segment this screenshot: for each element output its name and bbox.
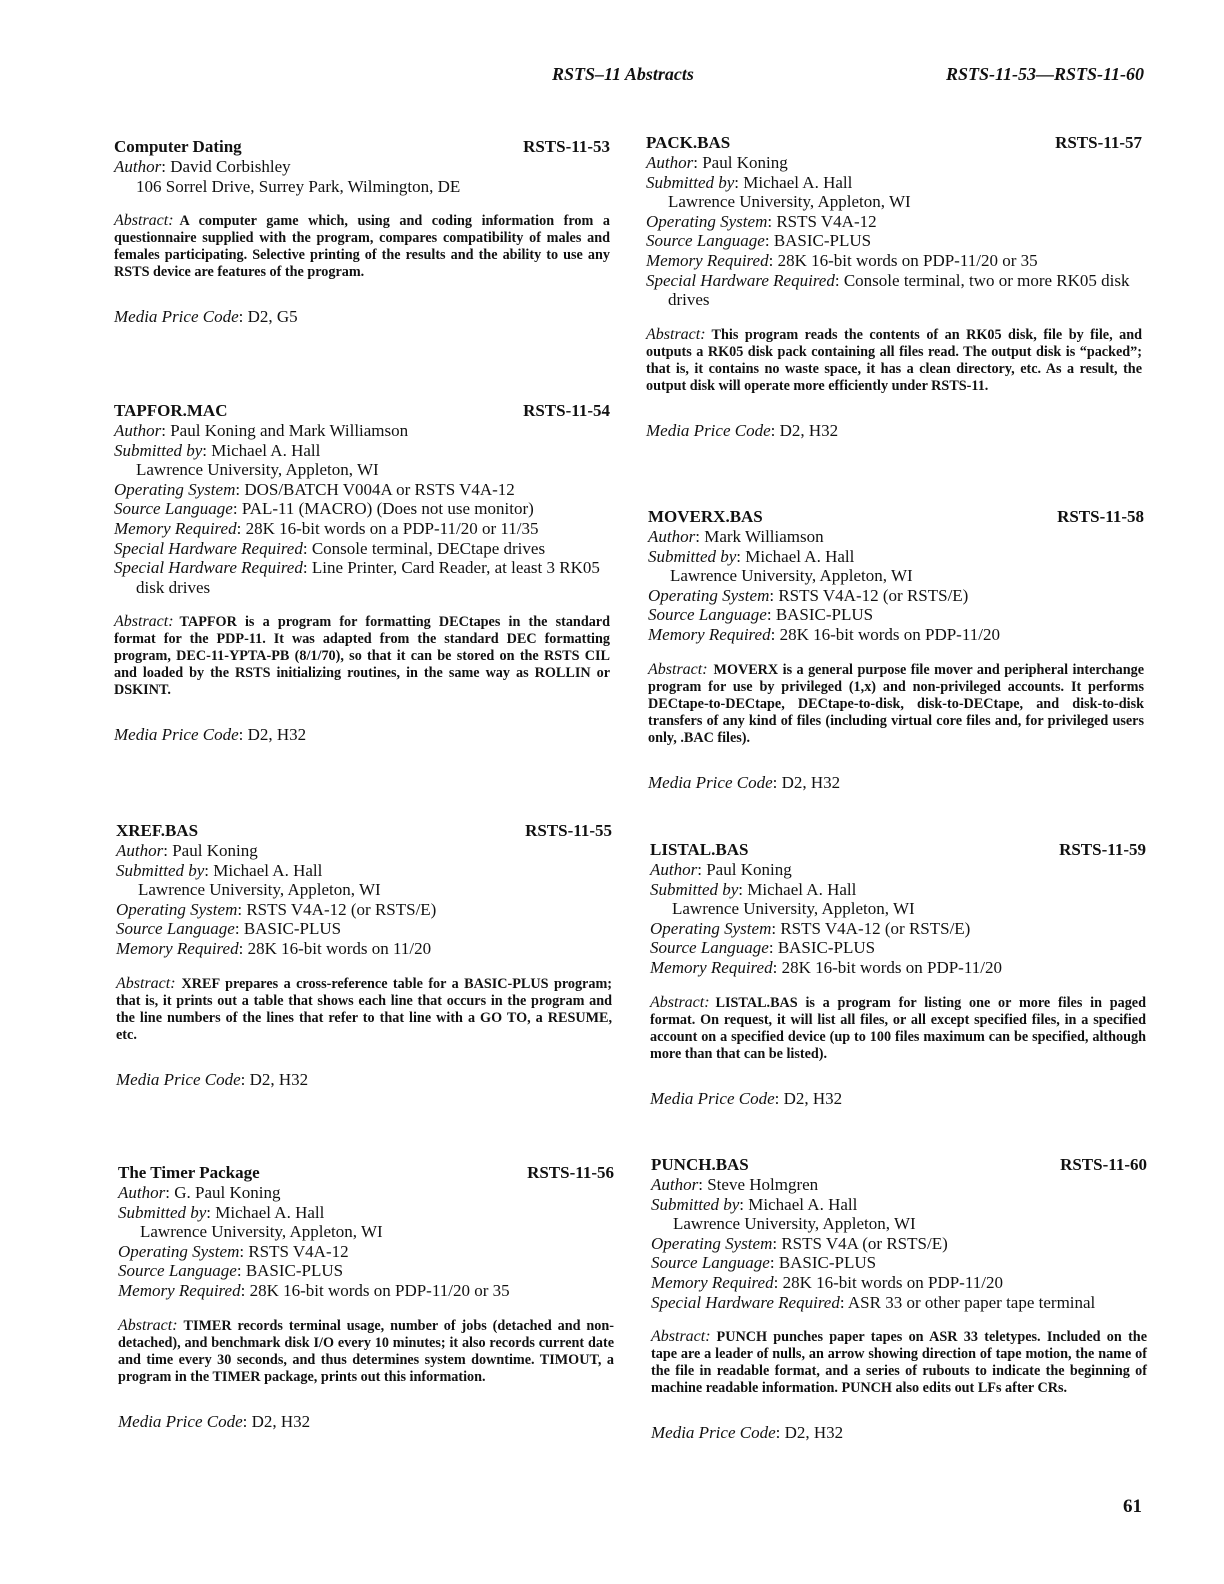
entry-code: RSTS-11-55	[525, 821, 612, 840]
abstract-entry-pack	[646, 133, 1142, 441]
abstract-entry-tapfor	[114, 401, 610, 745]
entry-memory-required: Memory Required: 28K 16-bit words on a PDP-11/20 or 11/35	[114, 518, 539, 538]
entry-abstract: Abstract: TIMER records terminal usage, number of jobs (detached and non-detached), and benchmark disk I/O every 10 minutes; it also records current date and time every 30 seconds, and thus determines system downtime. TIMOUT, a program in the TIMER package, prints out this information.	[118, 1316, 614, 1385]
entry-source-language: Source Language: BASIC-PLUS	[648, 605, 874, 625]
entry-abstract: Abstract: TAPFOR is a program for formatting DECtapes in the standard format for the PDP-11. It was adapted from the standard DEC formatting program, DEC-11-YPTA-PB (8/1/70), so that it can be stored on the RSTS CIL and loaded by the RSTS initializing routines, in the same way as ROLLIN or DSKINT.	[114, 613, 610, 699]
entry-abstract: Abstract: This program reads the contents of an RK05 disk, file by file, and outputs a RK05 disk pack containing all files read. The output disk is “packed”; that is, it contains no waste space, it has a clean directory, etc. As a result, the output disk will operate more efficiently under RSTS-11.	[646, 325, 1142, 394]
entry-operating-system: Operating System: RSTS V4A-12	[646, 211, 877, 231]
entry-memory-required: Memory Required: 28K 16-bit words on PDP-11/20 or 35	[118, 1280, 510, 1300]
entry-submitted-by: Submitted by: Michael A. Hall	[646, 172, 853, 192]
entry-submitted-by: Submitted by: Michael A. Hall	[114, 440, 321, 460]
abstract-entry-timer-package	[118, 1163, 614, 1432]
entry-code: RSTS-11-53	[523, 137, 610, 156]
entry-submitted-by: Submitted by: Michael A. Hall	[651, 1194, 858, 1214]
entry-title: PACK.BAS	[646, 133, 731, 152]
entry-code: RSTS-11-57	[1055, 133, 1142, 152]
entry-abstract: Abstract: MOVERX is a general purpose file mover and peripheral interchange program for use by privileged (1,x) and non-privileged accounts. It performs DECtape-to-DECtape, DECtape-to-disk, disk-to-DECtape, and disk-to-disk transfers of any kind of files (including virtual core files and, for privileged users only, .BAC files).	[648, 660, 1144, 746]
entry-media-price: Media Price Code: D2, H32	[648, 772, 841, 792]
abstract-entry-computer-dating	[114, 137, 610, 327]
entry-title: XREF.BAS	[116, 821, 199, 840]
entry-submitted-address: Lawrence University, Appleton, WI	[136, 460, 379, 480]
entry-submitted-by: Submitted by: Michael A. Hall	[116, 860, 323, 880]
entry-memory-required: Memory Required: 28K 16-bit words on PDP-11/20	[650, 957, 1002, 977]
running-header-range: RSTS-11-53—RSTS-11-60	[945, 64, 1144, 84]
entry-memory-required: Memory Required: 28K 16-bit words on 11/20	[116, 938, 432, 958]
entry-submitted-address: Lawrence University, Appleton, WI	[140, 1222, 383, 1242]
entry-memory-required: Memory Required: 28K 16-bit words on PDP-11/20 or 35	[646, 250, 1038, 270]
page-number: 61	[1123, 1496, 1142, 1517]
entry-title: MOVERX.BAS	[648, 507, 763, 526]
entry-submitted-address: Lawrence University, Appleton, WI	[673, 1214, 916, 1234]
entry-author: Author: Paul Koning	[650, 860, 792, 879]
running-header-title: RSTS–11 Abstracts	[552, 64, 694, 84]
abstract-entry-punch	[651, 1155, 1147, 1443]
entry-source-language: Source Language: BASIC-PLUS	[651, 1253, 877, 1273]
entry-submitted-by: Submitted by: Michael A. Hall	[648, 546, 855, 566]
entry-author: Author: G. Paul Koning	[118, 1183, 281, 1202]
entry-submitted-address: Lawrence University, Appleton, WI	[672, 899, 915, 919]
entry-source-language: Source Language: BASIC-PLUS	[646, 231, 872, 251]
entry-author: Author: Paul Koning	[116, 841, 258, 860]
entry-special-hardware: Special Hardware Required: ASR 33 or other paper tape terminal	[651, 1292, 1096, 1312]
entry-code: RSTS-11-60	[1060, 1155, 1147, 1174]
entry-title: TAPFOR.MAC	[114, 401, 228, 420]
entry-media-price: Media Price Code: D2, H32	[118, 1411, 311, 1431]
entry-submitted-address: Lawrence University, Appleton, WI	[670, 566, 913, 586]
entry-media-price: Media Price Code: D2, H32	[650, 1088, 843, 1108]
entry-operating-system: Operating System: RSTS V4A-12	[118, 1241, 349, 1261]
entry-special-hardware: Special Hardware Required: Console terminal, two or more RK05 disk drives	[646, 270, 1130, 310]
entry-code: RSTS-11-54	[523, 401, 610, 420]
entry-operating-system: Operating System: DOS/BATCH V004A or RSTS V4A-12	[114, 479, 515, 499]
entry-code: RSTS-11-58	[1057, 507, 1144, 526]
entry-source-language: Source Language: PAL-11 (MACRO) (Does not use monitor)	[114, 499, 534, 519]
entry-source-language: Source Language: BASIC-PLUS	[116, 919, 342, 939]
entry-source-language: Source Language: BASIC-PLUS	[650, 938, 876, 958]
entry-title: LISTAL.BAS	[650, 840, 749, 859]
entry-operating-system: Operating System: RSTS V4A-12 (or RSTS/E)	[648, 585, 969, 605]
entry-submitted-by: Submitted by: Michael A. Hall	[650, 879, 857, 899]
entry-source-language: Source Language: BASIC-PLUS	[118, 1261, 344, 1281]
entry-title: The Timer Package	[118, 1163, 260, 1182]
entry-author: Author: Mark Williamson	[648, 527, 824, 546]
entry-media-price: Media Price Code: D2, G5	[114, 307, 298, 327]
abstract-entry-listal	[650, 840, 1146, 1109]
entry-abstract: Abstract: XREF prepares a cross-reference table for a BASIC-PLUS program; that is, it prints out a table that shows each line that occurs in the program and the line numbers of the lines that refer to that line with a GO TO, a RESUME, etc.	[116, 974, 612, 1043]
entry-author: Author: Paul Koning	[646, 153, 788, 172]
entry-operating-system: Operating System: RSTS V4A-12 (or RSTS/E)	[116, 899, 437, 919]
entry-author: Author: Paul Koning and Mark Williamson	[114, 421, 409, 440]
entry-code: RSTS-11-56	[527, 1163, 614, 1182]
entry-submitted-address: Lawrence University, Appleton, WI	[668, 192, 911, 212]
entry-abstract: Abstract: A computer game which, using and coding information from a questionnaire supplied with the program, compares compatibility of males and females participating. Selective printing of the results and the ability to use any RSTS device are features of the program.	[114, 212, 610, 281]
entry-media-price: Media Price Code: D2, H32	[651, 1423, 844, 1443]
abstract-entry-moverx	[648, 507, 1144, 793]
entry-author: Author: Steve Holmgren	[651, 1175, 819, 1194]
entry-special-hardware-2: Special Hardware Required: Line Printer, Card Reader, at least 3 RK05 disk drives	[114, 558, 600, 597]
entry-submitted-address: Lawrence University, Appleton, WI	[138, 880, 381, 900]
entry-code: RSTS-11-59	[1059, 840, 1146, 859]
abstract-entry-xref	[116, 821, 612, 1090]
entry-author-address: 106 Sorrel Drive, Surrey Park, Wilmington, DE	[136, 176, 461, 196]
entry-operating-system: Operating System: RSTS V4A (or RSTS/E)	[651, 1233, 948, 1253]
entry-media-price: Media Price Code: D2, H32	[116, 1069, 309, 1089]
entry-operating-system: Operating System: RSTS V4A-12 (or RSTS/E)	[650, 918, 971, 938]
entry-abstract: Abstract: PUNCH punches paper tapes on ASR 33 teletypes. Included on the tape are a leader of nulls, an arrow showing direction of tape motion, the name of the file in readable format, and a series of rubouts to indicate the beginning of machine readable information. PUNCH also edits out LFs after CRs.	[651, 1328, 1147, 1397]
entry-media-price: Media Price Code: D2, H32	[114, 725, 307, 745]
entry-abstract: Abstract: LISTAL.BAS is a program for listing one or more files in paged format. On request, it will list all files, or all except specified files, in a specified account on a specified device (up to 100 files maximum can be specified, although more than that can be listed).	[650, 993, 1146, 1062]
entry-submitted-by: Submitted by: Michael A. Hall	[118, 1202, 325, 1222]
entry-special-hardware: Special Hardware Required: Console terminal, DECtape drives	[114, 538, 546, 558]
entry-title: PUNCH.BAS	[651, 1155, 749, 1174]
entry-memory-required: Memory Required: 28K 16-bit words on PDP-11/20	[648, 624, 1000, 644]
entry-memory-required: Memory Required: 28K 16-bit words on PDP-11/20	[651, 1272, 1003, 1292]
entry-media-price: Media Price Code: D2, H32	[646, 420, 839, 440]
entry-author: Author: David Corbishley	[114, 157, 291, 176]
entry-title: Computer Dating	[114, 137, 242, 156]
